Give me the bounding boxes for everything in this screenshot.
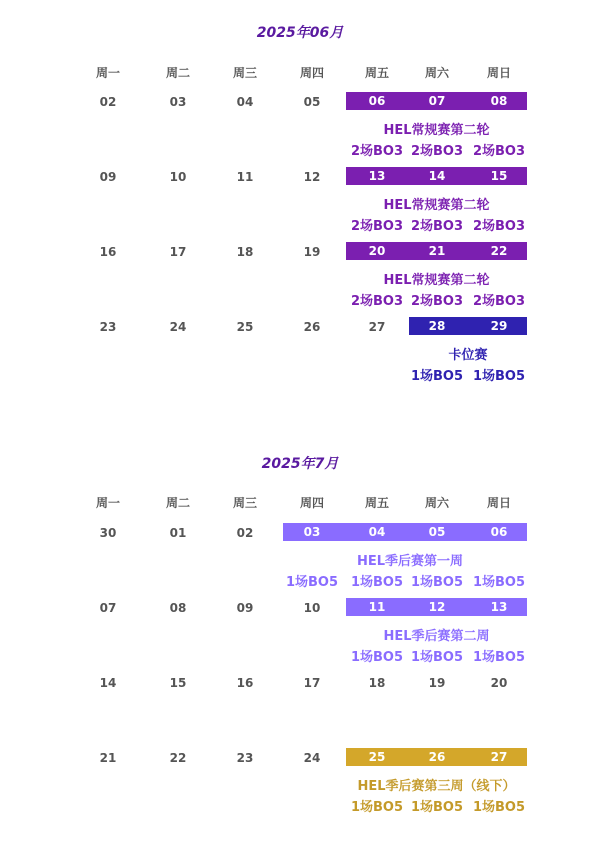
june-match-count: 2场BO3 [350,144,404,159]
june-month-title: 2025年06月 [256,25,344,41]
june-day-number: 20 [368,244,386,258]
june-day-number: 23 [99,320,117,334]
june-match-count: 2场BO3 [350,294,404,309]
july-day-number: 13 [490,600,508,614]
june-match-count: 2场BO3 [472,144,526,159]
july-day-number: 26 [428,750,446,764]
july-weekday-header: 周四 [299,496,324,510]
july-day-number: 15 [169,676,187,690]
june-day-number: 09 [99,170,117,184]
june-day-number: 13 [368,169,386,183]
july-day-number: 25 [368,750,386,764]
july-day-number: 09 [236,601,254,615]
july-day-number: 27 [490,750,508,764]
june-day-number: 24 [169,320,187,334]
june-day-number: 29 [490,319,508,333]
june-match-count: 2场BO3 [410,219,464,234]
july-day-number: 18 [368,676,386,690]
june-day-number: 15 [490,169,508,183]
june-event-name: HEL常规赛第二轮 [383,273,490,288]
july-day-number: 24 [303,751,321,765]
june-day-number: 18 [236,245,254,259]
june-event-name: HEL常规赛第二轮 [383,123,490,138]
june-day-number: 25 [236,320,254,334]
june-day-number: 26 [303,320,321,334]
june-match-count: 2场BO3 [410,294,464,309]
june-weekday-header: 周三 [232,66,257,80]
july-day-number: 22 [169,751,187,765]
july-day-number: 17 [303,676,321,690]
july-day-number: 14 [99,676,117,690]
july-day-number: 11 [368,600,386,614]
july-match-count: 1场BO5 [410,800,464,815]
july-day-number: 07 [99,601,117,615]
june-day-number: 10 [169,170,187,184]
july-match-count: 1场BO5 [472,575,526,590]
june-match-count: 2场BO3 [410,144,464,159]
july-weekday-header: 周日 [486,496,511,510]
july-day-number: 08 [169,601,187,615]
july-match-count: 1场BO5 [350,650,404,665]
july-day-number: 01 [169,526,187,540]
june-weekday-header: 周四 [299,66,324,80]
july-match-count: 1场BO5 [285,575,339,590]
june-day-number: 14 [428,169,446,183]
june-day-number: 16 [99,245,117,259]
june-day-number: 08 [490,94,508,108]
june-match-count: 2场BO3 [472,219,526,234]
july-event-name: HEL季后赛第三周（线下） [357,779,516,794]
june-event-name: HEL常规赛第二轮 [383,198,490,213]
june-day-number: 17 [169,245,187,259]
june-day-number: 05 [303,95,321,109]
june-day-number: 28 [428,319,446,333]
july-day-number: 06 [490,525,508,539]
july-day-number: 03 [303,525,321,539]
july-weekday-header: 周二 [165,496,190,510]
july-day-number: 12 [428,600,446,614]
july-event-name: HEL季后赛第一周 [356,554,464,569]
july-day-number: 04 [368,525,386,539]
june-event-name: 卡位赛 [448,348,488,363]
july-weekday-header: 周六 [424,496,449,510]
july-day-number: 02 [236,526,254,540]
june-day-number: 21 [428,244,446,258]
june-match-count: 2场BO3 [350,219,404,234]
june-day-number: 06 [368,94,386,108]
july-weekday-header: 周一 [95,496,120,510]
july-day-number: 30 [99,526,117,540]
july-day-number: 20 [490,676,508,690]
july-match-count: 1场BO5 [472,650,526,665]
june-weekday-header: 周一 [95,66,120,80]
june-day-number: 04 [236,95,254,109]
june-day-number: 27 [368,320,386,334]
june-day-number: 11 [236,170,254,184]
july-match-count: 1场BO5 [350,800,404,815]
june-weekday-header: 周六 [424,66,449,80]
june-day-number: 07 [428,94,446,108]
july-day-number: 19 [428,676,446,690]
june-day-number: 02 [99,95,117,109]
july-weekday-header: 周五 [364,496,389,510]
july-day-number: 23 [236,751,254,765]
july-day-number: 10 [303,601,321,615]
june-match-count: 1场BO5 [472,369,526,384]
june-weekday-header: 周日 [486,66,511,80]
june-weekday-header: 周二 [165,66,190,80]
july-match-count: 1场BO5 [410,650,464,665]
june-day-number: 03 [169,95,187,109]
july-weekday-header: 周三 [232,496,257,510]
june-match-count: 1场BO5 [410,369,464,384]
july-event-name: HEL季后赛第二周 [383,629,490,644]
june-weekday-header: 周五 [364,66,389,80]
july-day-number: 16 [236,676,254,690]
july-day-number: 21 [99,751,117,765]
july-month-title: 2025年7月 [261,456,339,472]
june-day-number: 22 [490,244,508,258]
july-match-count: 1场BO5 [410,575,464,590]
july-match-count: 1场BO5 [472,800,526,815]
june-match-count: 2场BO3 [472,294,526,309]
july-day-number: 05 [428,525,446,539]
july-match-count: 1场BO5 [350,575,404,590]
june-day-number: 12 [303,170,321,184]
june-day-number: 19 [303,245,321,259]
